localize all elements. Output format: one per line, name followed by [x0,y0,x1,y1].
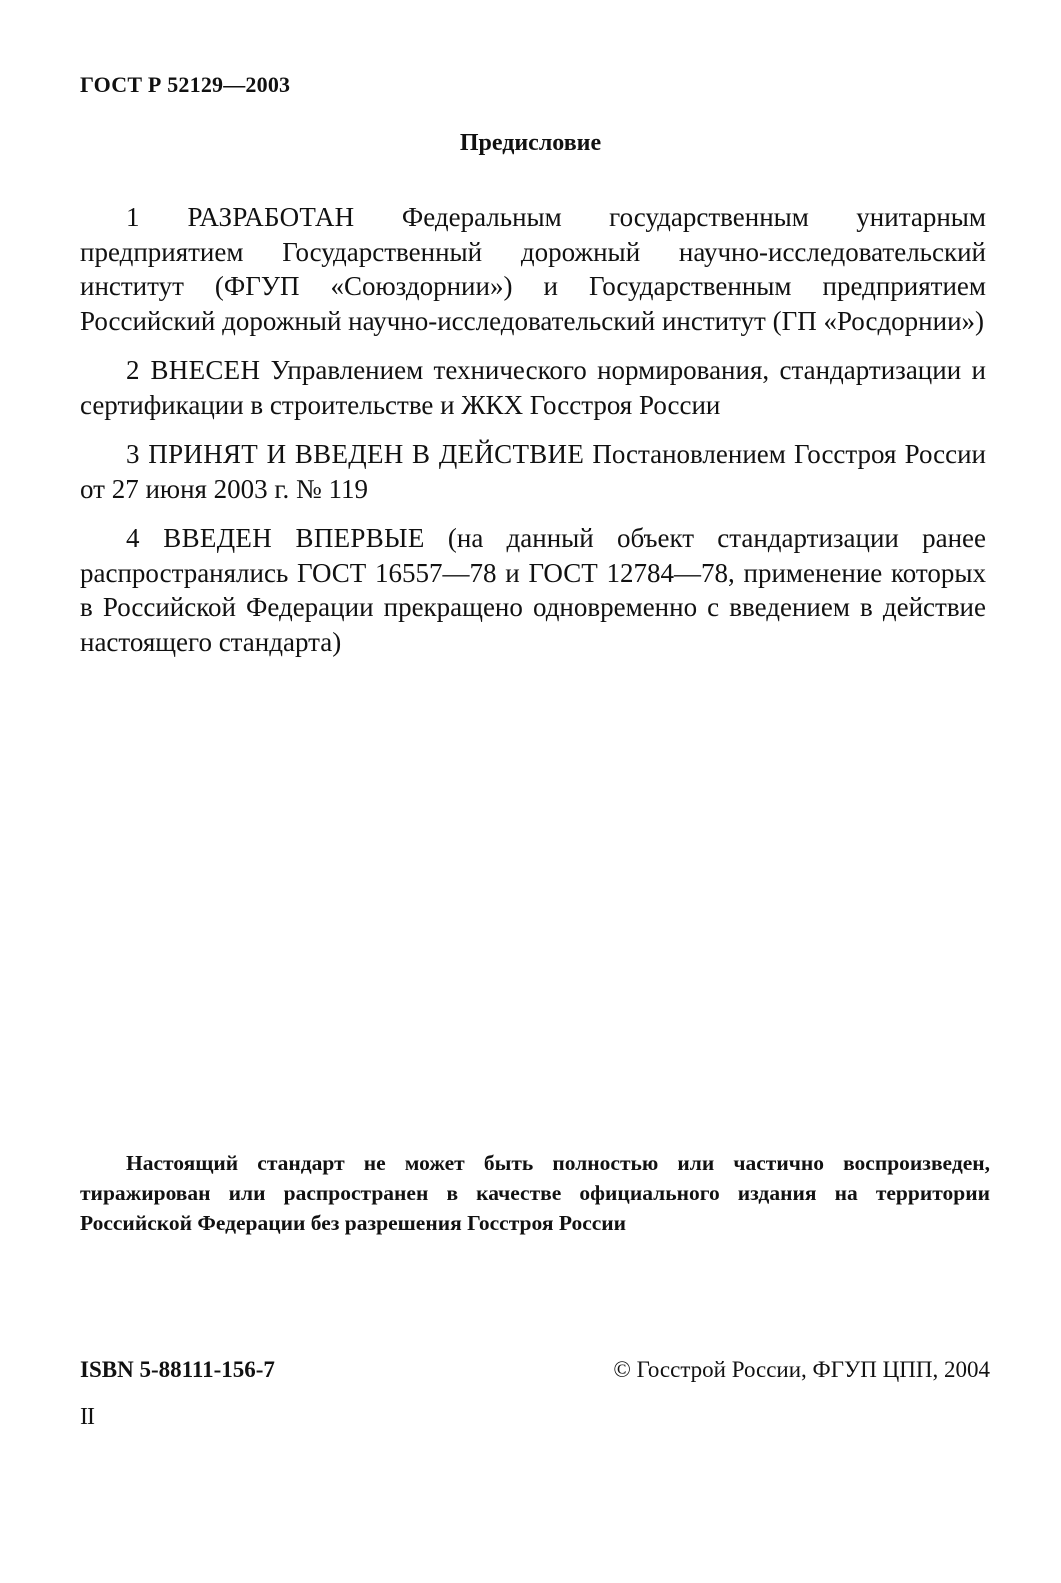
foreword-body [80,200,986,674]
foreword-paragraph-4 [80,521,986,659]
foreword-paragraph-2 [80,353,986,422]
foreword-paragraph-1 [80,200,986,338]
page-number: II [80,1404,94,1430]
paragraph-lead: 2 ВНЕСЕН [126,355,261,385]
paragraph-text: (на данный объект стандартизации ранее распространялись ГОСТ 16557—78 и ГОСТ 12784—78, применение которых в Российской Федерации прекращено одновременно с введением в действие настоящего стандарта) [80,523,986,657]
paragraph-text: Федеральным государственным унитарным предприятием Государственный дорожный научно-исследовательский институт (ФГУП «Союздорнии») и Государственным предприятием Российский дорожный научно-исследовательский институт (ГП «Росдорнии») [80,202,986,336]
copyright-notice: © Госстрой России, ФГУП ЦПП, 2004 [613,1357,990,1382]
paragraph-lead: 3 ПРИНЯТ И ВВЕДЕН В ДЕЙСТВИЕ [126,439,585,469]
paragraph-text: Управлением технического нормирования, стандартизации и сертификации в строительстве и ЖКХ Госстроя России [80,355,986,420]
paragraph-lead: 1 РАЗРАБОТАН [126,202,355,232]
isbn-number: ISBN 5-88111-156-7 [80,1357,275,1382]
foreword-paragraph-3 [80,437,986,506]
paragraph-lead: 4 ВВЕДЕН ВПЕРВЫЕ [126,523,425,553]
reproduction-notice: Настоящий стандарт не может быть полностью или частично воспроизведен, тиражирован или распространен в качестве официального издания на территории Российской Федерации без разрешения Госстроя России [80,1151,990,1235]
paragraph-text: Постановлением Госстроя России от 27 июня 2003 г. № 119 [80,439,987,504]
page-title: Предисловие [459,130,602,156]
document-code: ГОСТ Р 52129—2003 [80,72,291,97]
footer [80,1357,990,1389]
